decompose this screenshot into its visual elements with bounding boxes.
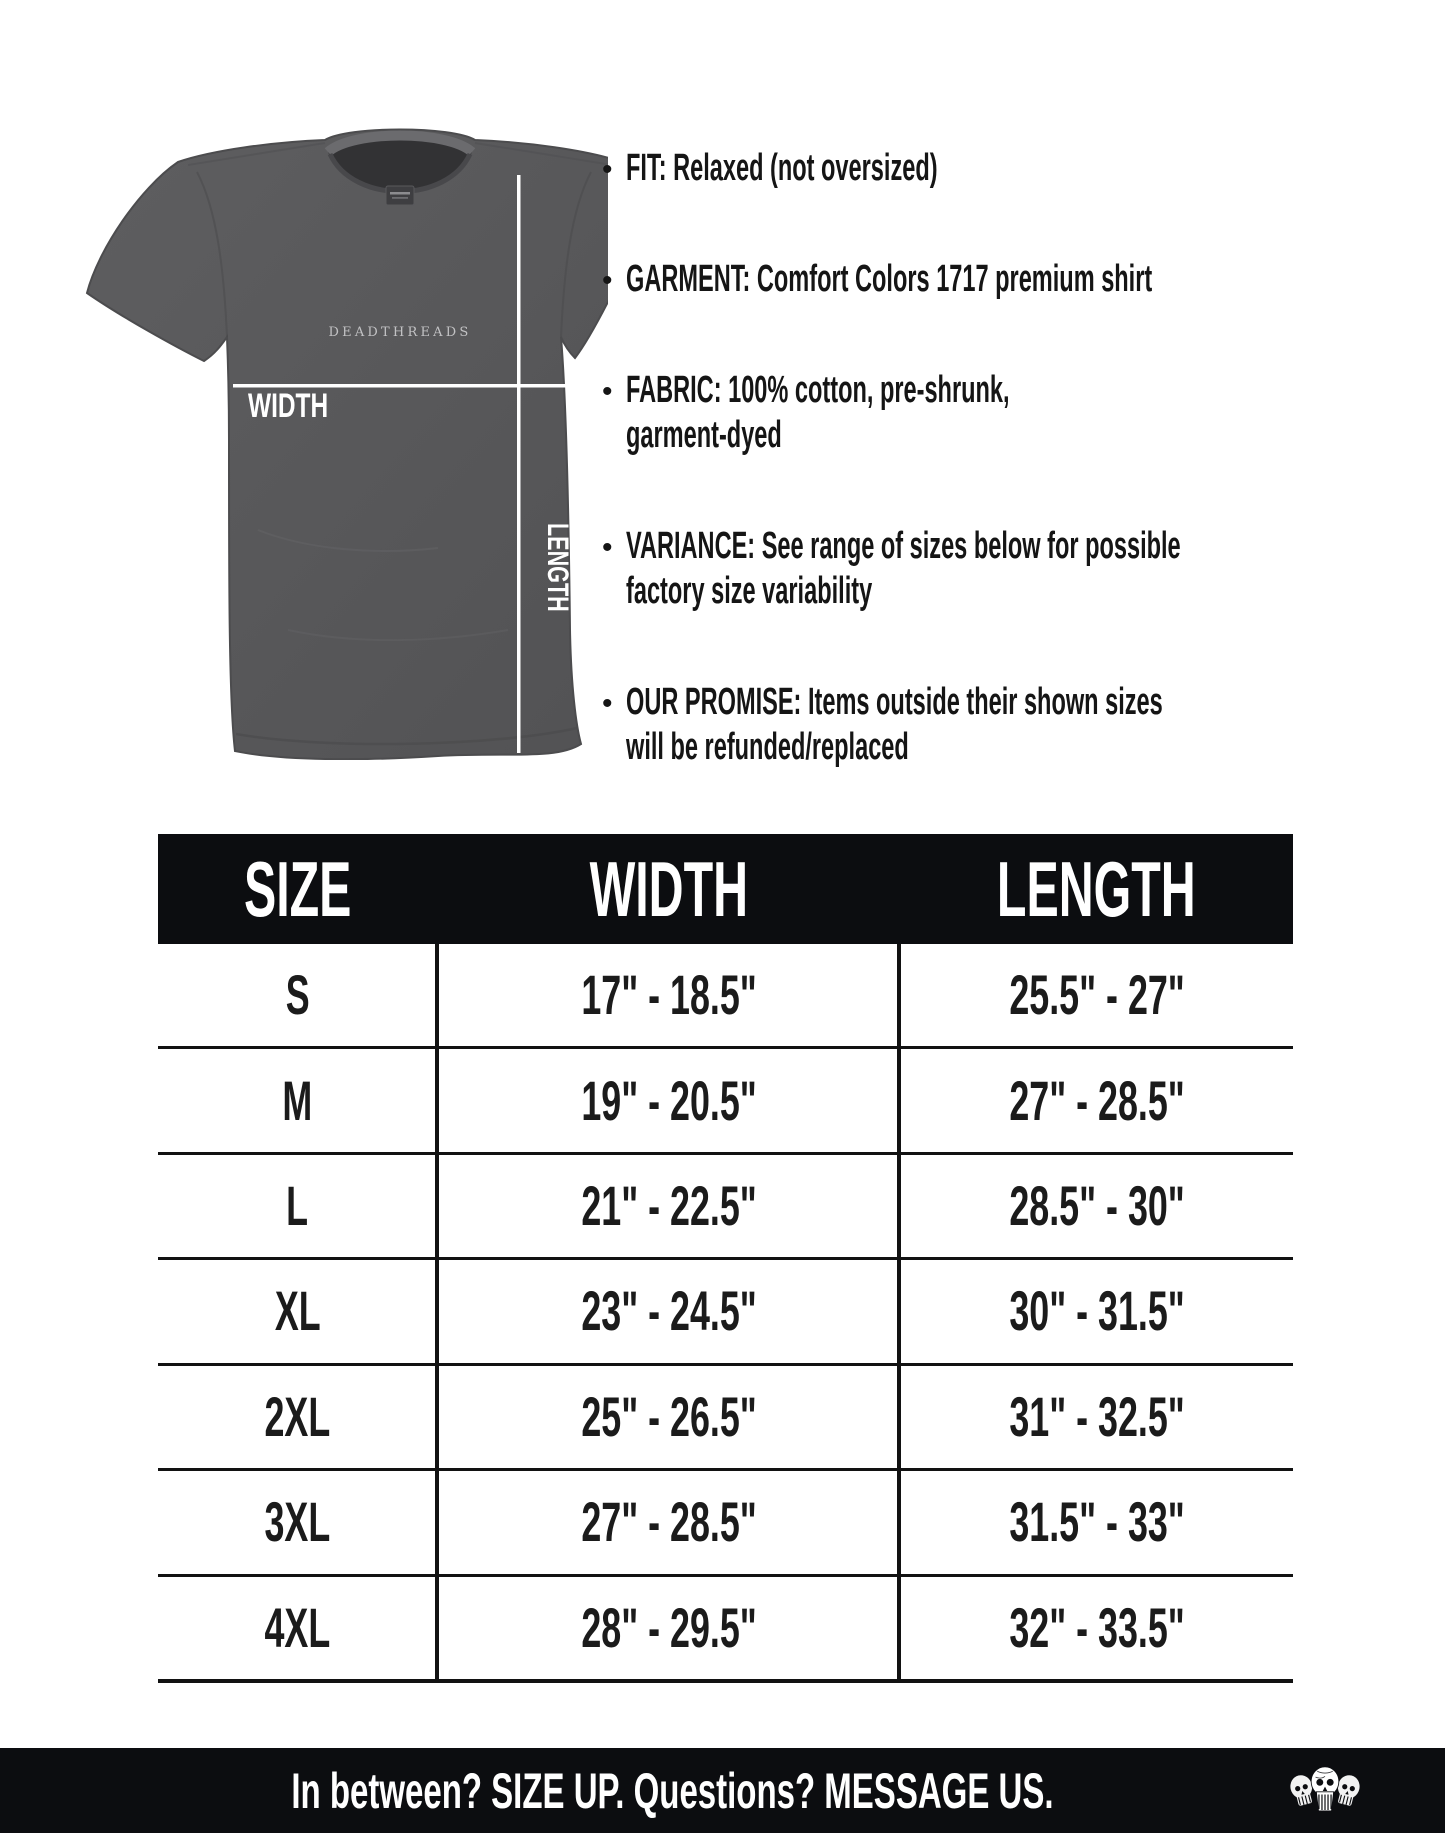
product-details-list: [602, 146, 1202, 836]
detail-line: OUR PROMISE: Items outside their shown sizes: [626, 681, 1163, 723]
footer-message: In between? SIZE UP. Questions? MESSAGE US.: [291, 1762, 1054, 1819]
cell-length: 30" - 31.5": [1008, 1279, 1185, 1343]
cell-width: 17" - 18.5": [581, 963, 757, 1027]
size-chart-header: [158, 834, 1293, 944]
cell-size: S: [285, 963, 310, 1027]
detail-line: GARMENT: Comfort Colors 1717 premium shirt: [626, 258, 1153, 300]
cell-size: 2XL: [264, 1384, 331, 1448]
length-label: [541, 523, 575, 612]
header-size: SIZE: [243, 845, 352, 933]
detail-line: VARIANCE: See range of sizes below for possible: [626, 525, 1181, 567]
width-label: [248, 387, 328, 425]
cell-size: L: [286, 1174, 309, 1238]
cell-size: 3XL: [264, 1490, 331, 1554]
cell-width: 28" - 29.5": [581, 1595, 757, 1659]
tshirt-illustration: [78, 110, 608, 760]
detail-line: factory size variability: [626, 570, 873, 612]
footer-bar: [0, 1748, 1445, 1833]
size-chart-body: [158, 944, 1293, 1683]
table-row-s: [158, 944, 1293, 1049]
cell-length: 31.5" - 33": [1008, 1490, 1185, 1554]
cell-width: 21" - 22.5": [581, 1174, 757, 1238]
bullet-dot: •: [602, 153, 613, 186]
cell-width: 25" - 26.5": [581, 1384, 757, 1448]
bullet-dot: •: [602, 375, 613, 408]
bullet-dot: •: [602, 531, 613, 564]
table-row-xl: [158, 1260, 1293, 1365]
table-row-m: [158, 1049, 1293, 1154]
bullet-dot: •: [602, 264, 613, 297]
detail-item-promise: [602, 680, 1202, 770]
detail-line: FIT: Relaxed (not oversized): [626, 147, 938, 189]
svg-text:LENGTH: LENGTH: [541, 523, 576, 612]
table-row-3xl: [158, 1471, 1293, 1576]
detail-line: FABRIC: 100% cotton, pre-shrunk,: [626, 369, 1010, 411]
column-divider: [897, 944, 901, 1683]
cell-width: 19" - 20.5": [581, 1068, 757, 1132]
tshirt-body: [87, 130, 608, 760]
svg-text:WIDTH: WIDTH: [248, 387, 329, 426]
table-row-2xl: [158, 1366, 1293, 1471]
chest-brand-print: DEADTHREADS: [328, 325, 472, 340]
size-chart-table: [158, 834, 1293, 1683]
length-measure-line: [517, 175, 521, 753]
column-divider: [435, 944, 439, 1683]
detail-line: garment-dyed: [626, 414, 782, 456]
cell-length: 25.5" - 27": [1008, 963, 1185, 1027]
cell-width: 27" - 28.5": [581, 1490, 757, 1554]
table-row-l: [158, 1155, 1293, 1260]
detail-item-garment: [602, 257, 1202, 302]
header-width: WIDTH: [589, 845, 748, 933]
three-skulls-icon: [1281, 1759, 1369, 1823]
detail-line: will be refunded/replaced: [626, 726, 909, 768]
cell-width: 23" - 24.5": [581, 1279, 757, 1343]
header-length: LENGTH: [997, 845, 1197, 933]
cell-size: M: [282, 1068, 313, 1132]
shirt-figure: [78, 110, 608, 760]
center-skull: [1311, 1766, 1339, 1810]
cell-length: 32" - 33.5": [1008, 1595, 1185, 1659]
cell-size: XL: [274, 1279, 321, 1343]
bullet-dot: •: [602, 687, 613, 720]
detail-item-fabric: [602, 368, 1202, 458]
cell-length: 31" - 32.5": [1008, 1384, 1185, 1448]
cell-size: 4XL: [264, 1595, 331, 1659]
detail-item-variance: [602, 524, 1202, 614]
cell-length: 28.5" - 30": [1008, 1174, 1185, 1238]
neck-tag: [386, 186, 414, 205]
cell-length: 27" - 28.5": [1008, 1068, 1185, 1132]
table-row-4xl: [158, 1577, 1293, 1683]
detail-item-fit: [602, 146, 1202, 191]
